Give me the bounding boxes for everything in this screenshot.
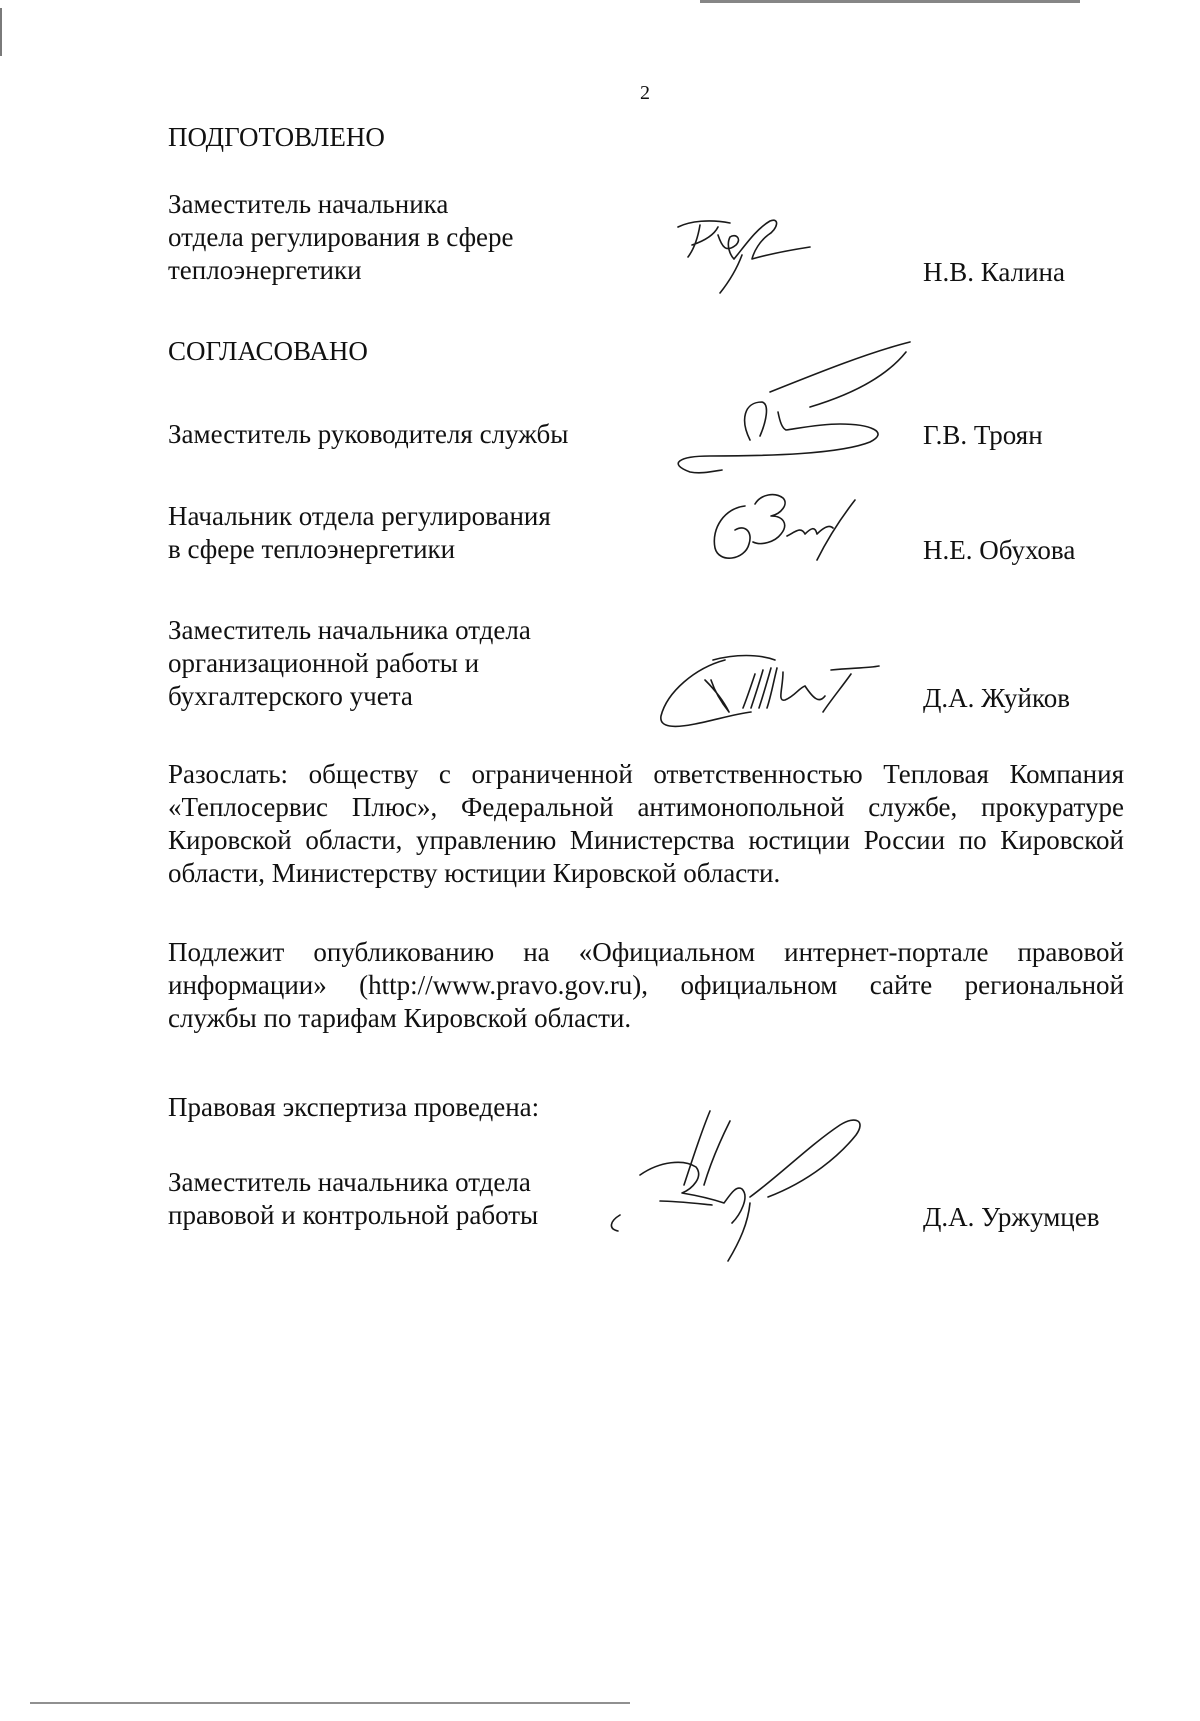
agreed-position-line: Заместитель начальника отдела [168,615,531,645]
agreed-heading: СОГЛАСОВАНО [168,336,368,366]
legal-review-heading: Правовая экспертиза проведена: [168,1092,540,1122]
distribution-line: области, Министерству юстиции Кировской области. [168,858,781,888]
agreed-name-1: Г.В. Троян [923,420,1043,450]
distribution-line: Разослать: обществу с ограниченной ответственностью Тепловая Компания [168,759,1124,789]
scan-artifact-left [0,8,2,56]
agreed-position-1 [168,418,568,451]
signature-urzhumtsev [600,1105,900,1265]
agreed-position-line: Начальник отдела регулирования [168,501,551,531]
publication-line: службы по тарифам Кировской области. [168,1003,632,1033]
prepared-position-line: отдела регулирования в сфере [168,222,514,252]
signature-kalina [670,215,830,315]
prepared-name: Н.В. Калина [923,257,1065,287]
legal-review-position [168,1166,538,1232]
distribution-paragraph [168,758,1124,890]
legal-review-name: Д.А. Уржумцев [923,1202,1100,1232]
legal-review-position-line: правовой и контрольной работы [168,1200,539,1230]
agreed-position-2 [168,500,551,566]
distribution-line: «Теплосервис Плюс», Федеральной антимонопольной службе, прокуратуре [168,792,1124,822]
prepared-position-line: Заместитель начальника [168,189,449,219]
prepared-position [168,188,514,287]
agreed-name-3: Д.А. Жуйков [923,683,1070,713]
page-number: 2 [640,82,650,104]
agreed-position-line: бухгалтерского учета [168,681,413,711]
signature-troyan [670,332,920,492]
scan-artifact-top [700,0,1080,3]
agreed-position-line: организационной работы и [168,648,480,678]
signature-obukhova [705,488,875,568]
distribution-line: Кировской области, управлению Министерства юстиции России по Кировской [168,825,1124,855]
prepared-heading: ПОДГОТОВЛЕНО [168,122,385,152]
signature-zhuykov [655,640,885,740]
scan-artifact-bottom [30,1702,630,1704]
publication-line: информации» (http://www.pravo.gov.ru), официальном сайте региональной [168,970,1124,1000]
agreed-position-line: в сфере теплоэнергетики [168,534,456,564]
agreed-position-line: Заместитель руководителя службы [168,419,569,449]
legal-review-position-line: Заместитель начальника отдела [168,1167,531,1197]
prepared-position-line: теплоэнергетики [168,255,362,285]
publication-line: Подлежит опубликованию на «Официальном интернет-портале правовой [168,937,1124,967]
agreed-name-2: Н.Е. Обухова [923,535,1076,565]
agreed-position-3 [168,614,531,713]
publication-paragraph [168,936,1124,1035]
